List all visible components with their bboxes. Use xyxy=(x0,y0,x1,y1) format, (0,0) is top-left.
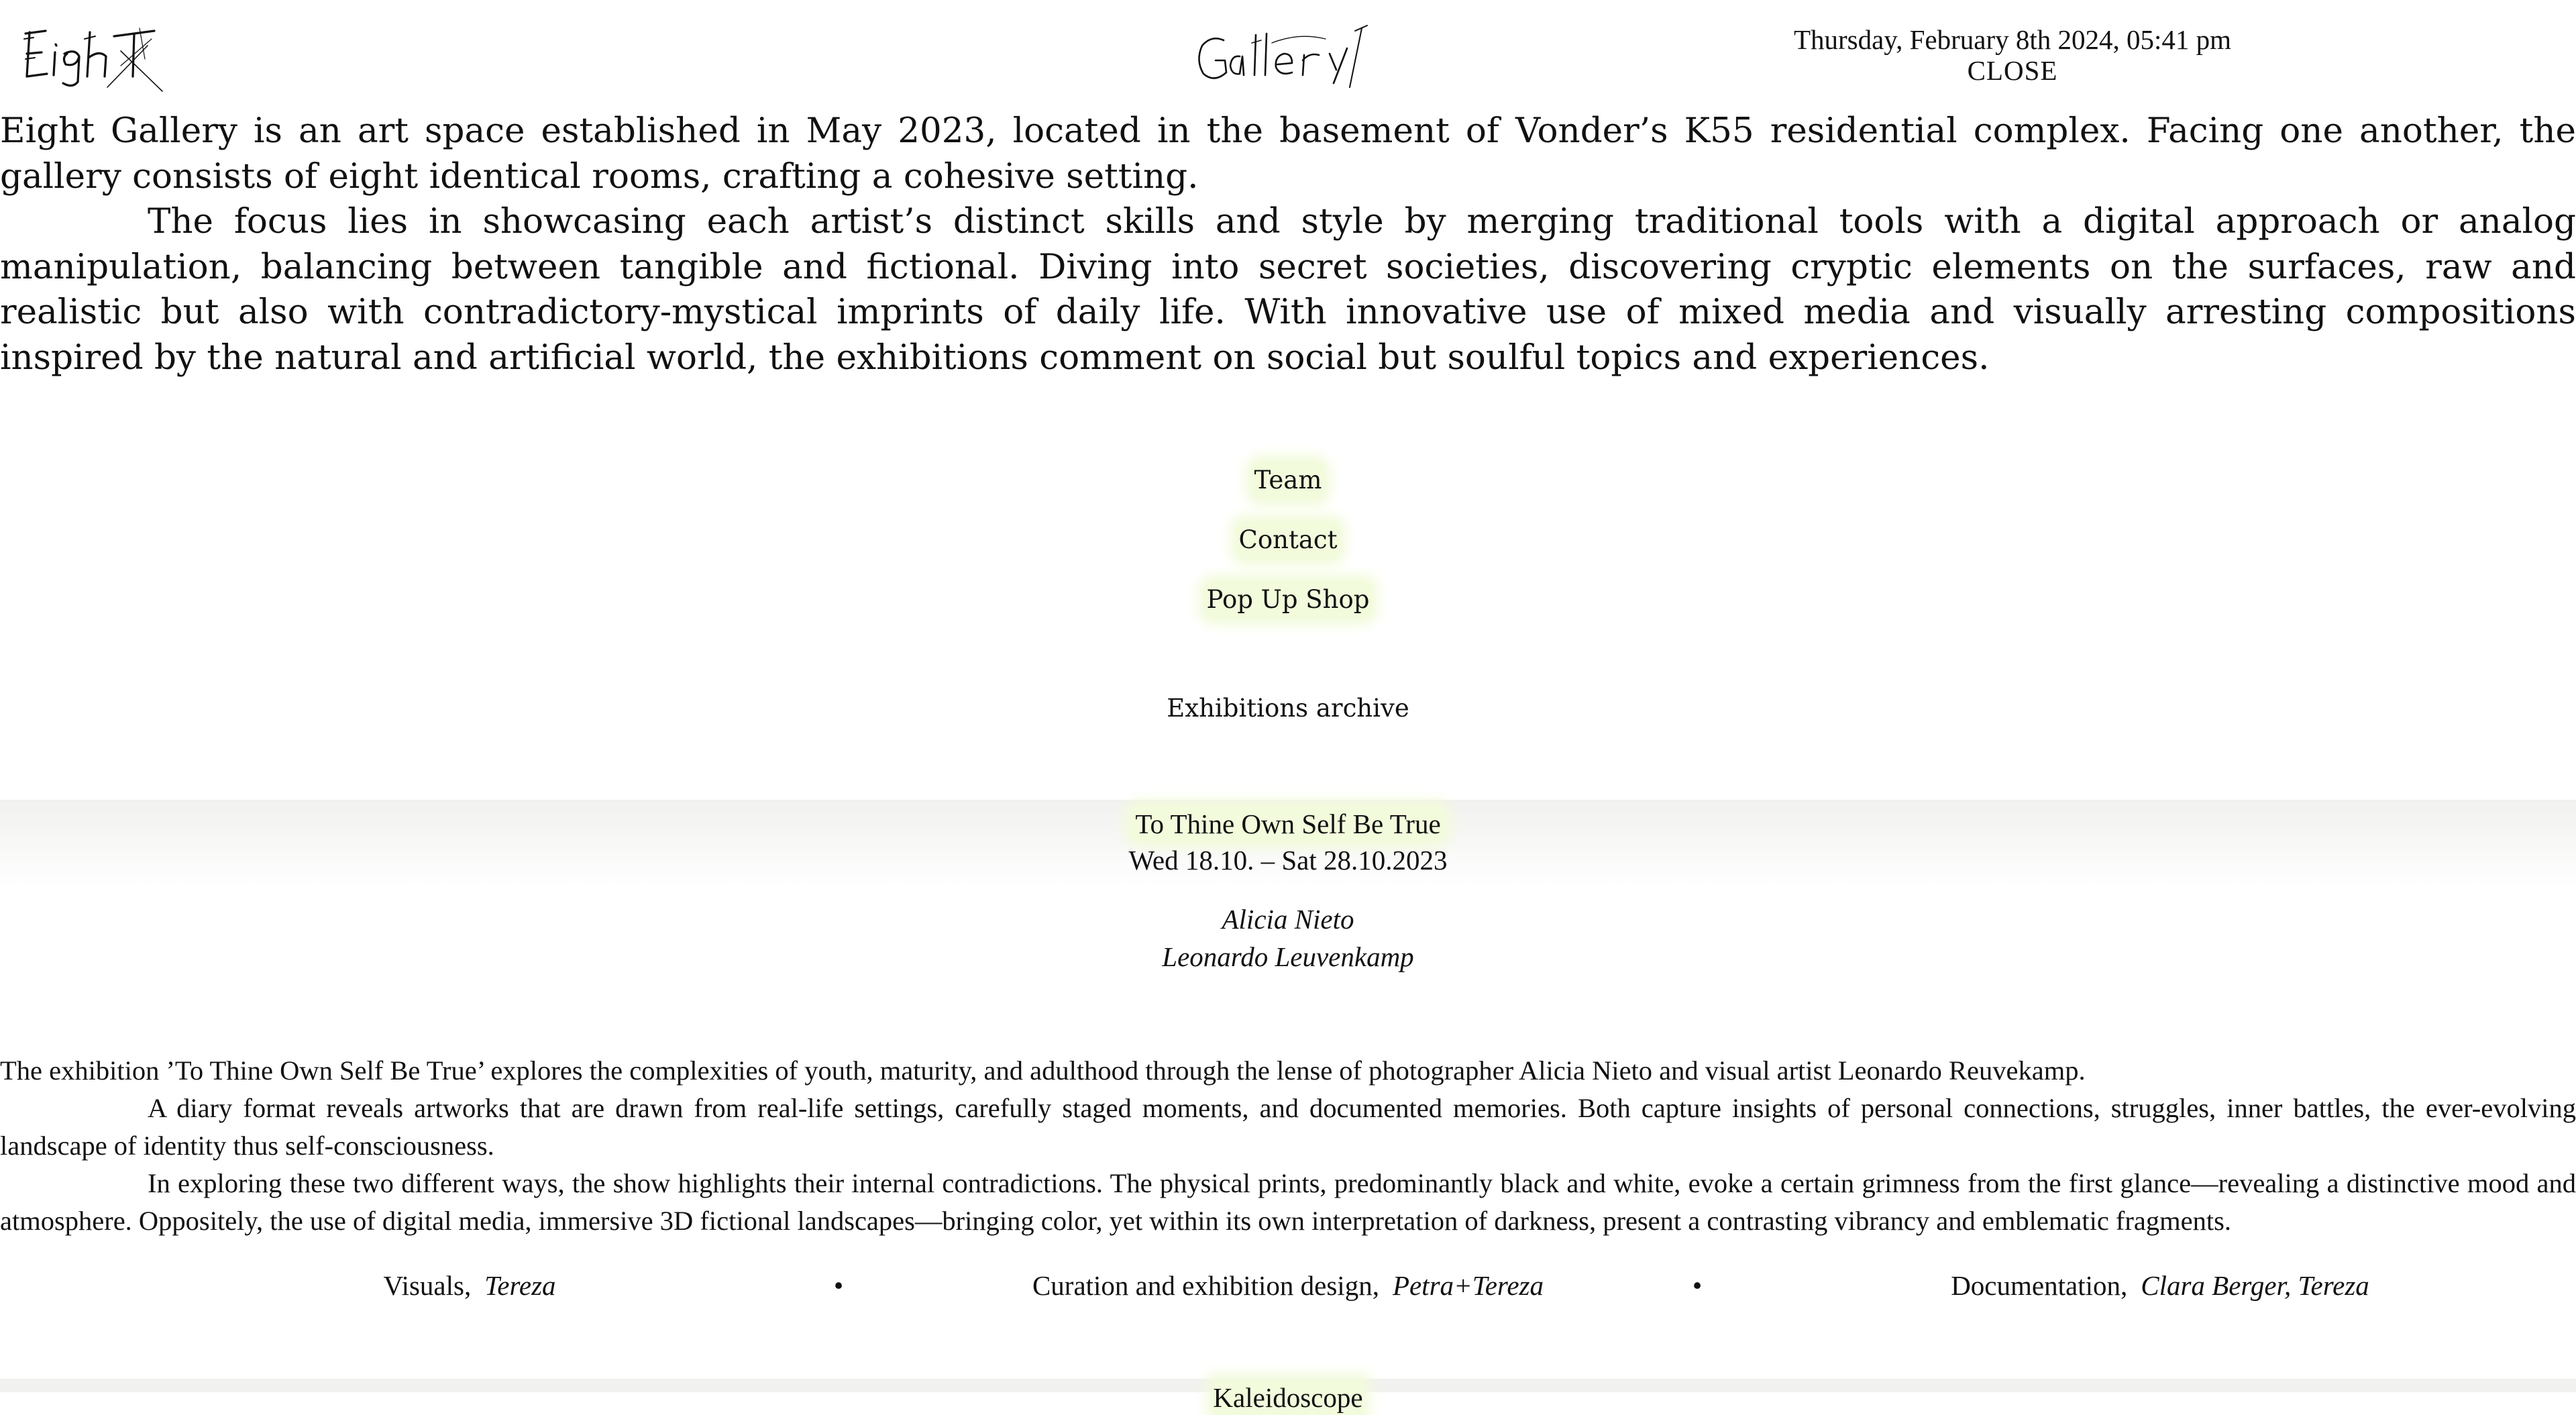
intro-paragraph: Eight Gallery is an art space established in May 2023, located in the basement of Vonder’s K55 residential complex. Facing one another, the gallery consists of eight identical rooms, crafting a cohesive setting. xyxy=(0,111,2576,197)
credit-documentation xyxy=(1851,1265,2469,1306)
credit-curation xyxy=(953,1265,1623,1306)
eight-logo-mark xyxy=(20,19,168,93)
description-paragraph: A diary format reveals artworks that are drawn from real-life settings, carefully staged moments, and documented memories. Both capture insights of personal connections, struggles, inner battles, the ever-evolving landscape of identity thus self-consciousness. xyxy=(0,1093,2576,1161)
exhibition-dates: Wed 18.10. – Sat 28.10.2023 xyxy=(1128,845,1448,876)
next-exhibition-title-link[interactable]: Kaleidoscope xyxy=(1213,1380,1362,1415)
eight-logo[interactable] xyxy=(20,19,168,93)
gallery-logo[interactable] xyxy=(1191,16,1406,90)
info-links xyxy=(0,462,2576,641)
exhibition-entry xyxy=(0,800,2576,1382)
exhibition-title-link[interactable]: To Thine Own Self Be True xyxy=(1131,806,1444,841)
description-paragraph: The exhibition ’To Thine Own Self Be True’ explores the complexities of youth, maturity, and adulthood through the lense of photographer Alicia Nieto and visual artist Leonardo Reuvekamp. xyxy=(0,1055,2086,1086)
description-paragraph: In exploring these two different ways, the show highlights their internal contradictions. The physical prints, predominantly black and white, evoke a certain grimness from the first glance—revealing a distinctive mood and atmosphere. Oppositely, the use of digital media, immersive 3D fictional landscapes—bringing color, yet within its own interpretation of darkness, present a contrasting vibrancy and emblematic fragments. xyxy=(0,1168,2576,1236)
artist-name: Alicia Nieto xyxy=(1222,904,1354,935)
exhibition-artists xyxy=(0,900,2576,976)
exhibition-credits xyxy=(0,1265,2576,1306)
credit-name: Tereza xyxy=(484,1270,556,1301)
current-datetime: Thursday, February 8th 2024, 05:41 pm xyxy=(1793,24,2232,55)
credit-role: Documentation, xyxy=(1951,1270,2128,1301)
gallery-intro xyxy=(0,109,2576,380)
contact-link[interactable]: Contact xyxy=(1236,521,1340,559)
credit-role: Visuals, xyxy=(383,1270,472,1301)
credit-name: Petra+Tereza xyxy=(1392,1270,1544,1301)
team-link[interactable]: Team xyxy=(1252,462,1325,499)
next-exhibition-peek xyxy=(0,1379,2576,1413)
close-button[interactable]: CLOSE xyxy=(1967,55,2058,86)
artist-name: Leonardo Leuvenkamp xyxy=(1162,941,1414,972)
credit-visuals xyxy=(282,1265,657,1306)
credit-role: Curation and exhibition design, xyxy=(1032,1270,1379,1301)
gallery-logo-mark xyxy=(1191,16,1406,90)
credit-separator: • xyxy=(833,1270,844,1301)
header xyxy=(0,0,2576,107)
credit-name: Clara Berger, Tereza xyxy=(2141,1270,2369,1301)
intro-paragraph: The focus lies in showcasing each artist’s distinct skills and style by merging traditional tools with a digital approach or analog manipulation, balancing between tangible and fictional. Diving into secret societies, discovering cryptic elements on the surfaces, raw and realistic but also with contradictory-mystical imprints of daily life. With innovative use of mixed media and visually arresting compositions inspired by the natural and artificial world, the exhibitions comment on social but soulful topics and experiences. xyxy=(0,201,2576,378)
popup-shop-link[interactable]: Pop Up Shop xyxy=(1204,581,1373,619)
credit-separator: • xyxy=(1692,1270,1703,1301)
exhibition-description xyxy=(0,1052,2576,1240)
exhibitions-archive-heading: Exhibitions archive xyxy=(1167,694,1409,723)
